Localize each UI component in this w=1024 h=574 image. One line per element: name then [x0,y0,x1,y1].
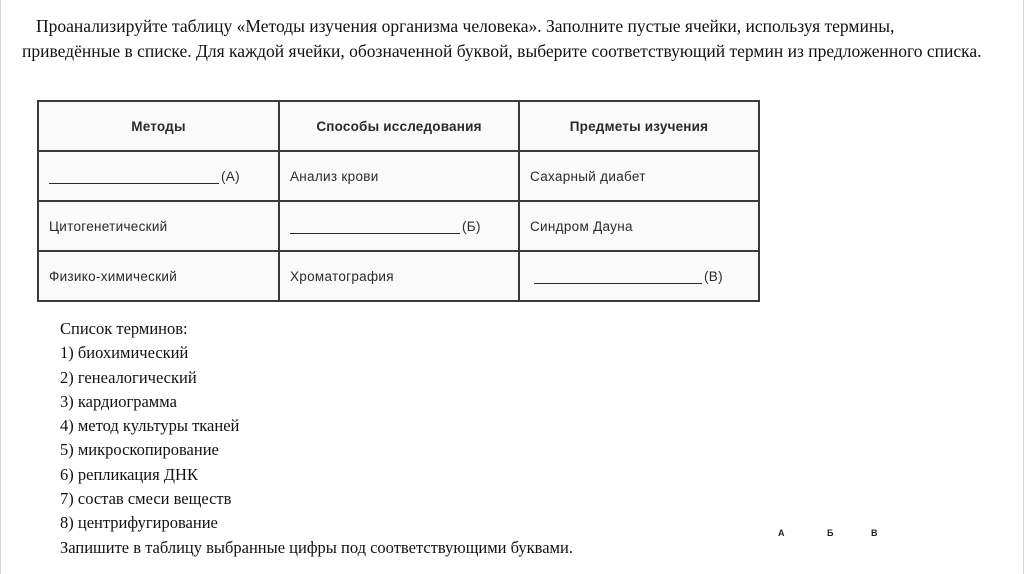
cell-label: (А) [221,168,240,184]
methods-table [37,100,760,302]
blank-cell-b [279,201,519,251]
terms-footer: Запишите в таблицу выбранные цифры под соответствующими буквами. [60,537,573,557]
table-header-row [38,101,759,151]
table-row [38,201,759,251]
list-item: 3) кардиограмма [60,391,177,411]
list-item: 8) центрифугирование [60,513,218,533]
header-research-methods: Способы исследования [279,101,519,151]
table-cell: Цитогенетический [38,201,279,251]
table-row [38,251,759,301]
table-row [38,151,759,201]
cell-label: (В) [704,268,723,284]
list-item: 7) состав смеси веществ [60,489,232,509]
list-item: 6) репликация ДНК [60,464,198,484]
terms-list [60,317,573,560]
task-instruction: Проанализируйте таблицу «Методы изучения организма человека». Заполните пустые ячейки, используя термины, приведённые в списке. Для каждой ячейки, обозначенной буквой, выберите соответствующий термин из предложенного списка. [22,16,982,61]
terms-heading: Список терминов: [60,319,188,338]
blank-cell-c [519,251,759,301]
blank-line [290,219,460,234]
table-cell: Хроматография [279,251,519,301]
table-cell: Синдром Дауна [519,201,759,251]
answer-letter-b: Б [827,528,834,538]
cell-label: (Б) [462,218,481,234]
table-cell: Физико-химический [38,251,279,301]
list-item: 4) метод культуры тканей [60,416,240,436]
header-methods: Методы [38,101,279,151]
table-cell: Сахарный диабет [519,151,759,201]
list-item: 2) генеалогический [60,367,197,387]
blank-line [534,269,702,284]
table-cell: Анализ крови [279,151,519,201]
header-subjects: Предметы изучения [519,101,759,151]
list-item: 1) биохимический [60,343,189,363]
blank-cell-a [38,151,279,201]
list-item: 5) микроскопирование [60,440,219,460]
answer-letter-c: В [871,528,878,538]
blank-line [49,169,219,184]
answer-letter-a: А [778,528,785,538]
